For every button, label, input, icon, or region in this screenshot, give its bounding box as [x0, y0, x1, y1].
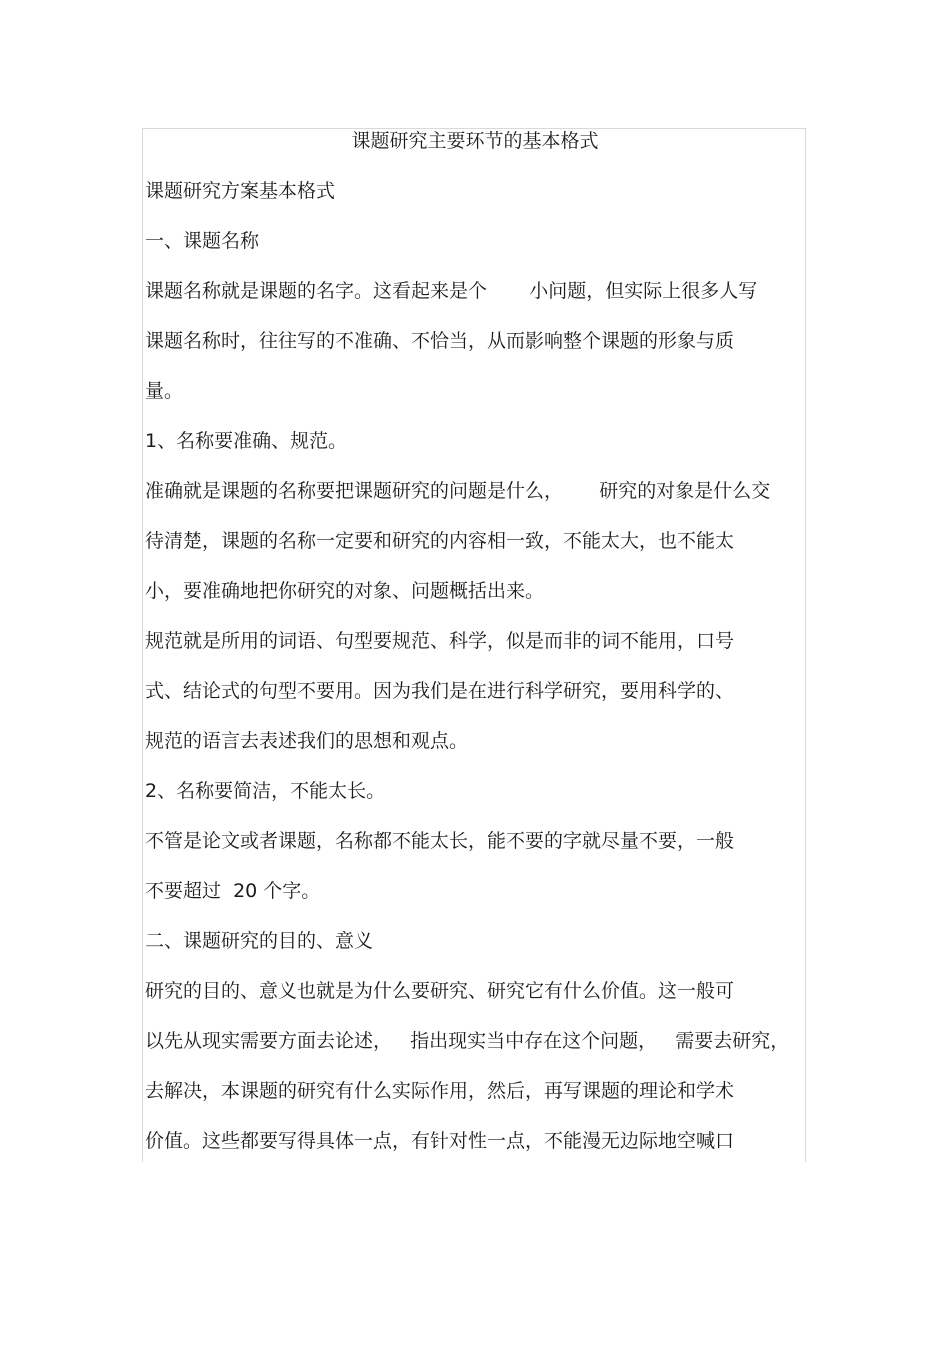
- document-title: 课题研究主要环节的基本格式: [351, 130, 599, 152]
- paragraph-line: 不管是论文或者课题，名称都不能太长，能不要的字就尽量不要，一般: [145, 830, 735, 852]
- subheading-1: 1、名称要准确、规范。: [145, 430, 348, 452]
- paragraph-line: 规范的语言去表述我们的思想和观点。: [145, 730, 469, 752]
- paragraph-line: 课题名称就是课题的名字。这看起来是个 小问题，但实际上很多人写: [145, 280, 758, 302]
- paragraph-line: 式、结论式的句型不要用。因为我们是在进行科学研究，要用科学的、: [145, 680, 735, 702]
- paragraph-line: 价值。这些都要写得具体一点，有针对性一点，不能漫无边际地空喊口: [145, 1130, 735, 1152]
- paragraph-line: 小，要准确地把你研究的对象、问题概括出来。: [145, 580, 545, 602]
- paragraph-line: 去解决，本课题的研究有什么实际作用，然后，再写课题的理论和学术: [145, 1080, 735, 1102]
- paragraph-line: 课题名称时，往往写的不准确、不恰当，从而影响整个课题的形象与质: [145, 330, 735, 352]
- paragraph-line: 量。: [145, 380, 184, 402]
- paragraph-line: 研究的目的、意义也就是为什么要研究、研究它有什么价值。这一般可: [145, 980, 735, 1002]
- paragraph-line: 不要超过 20 个字。: [145, 880, 321, 902]
- subheading-2: 2、名称要简洁，不能太长。: [145, 780, 386, 802]
- heading-section-2: 二、课题研究的目的、意义: [145, 930, 374, 952]
- heading-plan: 课题研究方案基本格式: [145, 180, 336, 202]
- paragraph-line: 准确就是课题的名称要把课题研究的问题是什么， 研究的对象是什么交: [145, 480, 771, 502]
- paragraph-line: 待清楚，课题的名称一定要和研究的内容相一致，不能太大，也不能太: [145, 530, 735, 552]
- paragraph-line: 规范就是所用的词语、句型要规范、科学，似是而非的词不能用，口号: [145, 630, 735, 652]
- paragraph-line: 以先从现实需要方面去论述， 指出现实当中存在这个问题， 需要去研究，: [145, 1030, 790, 1052]
- heading-section-1: 一、课题名称: [145, 230, 260, 252]
